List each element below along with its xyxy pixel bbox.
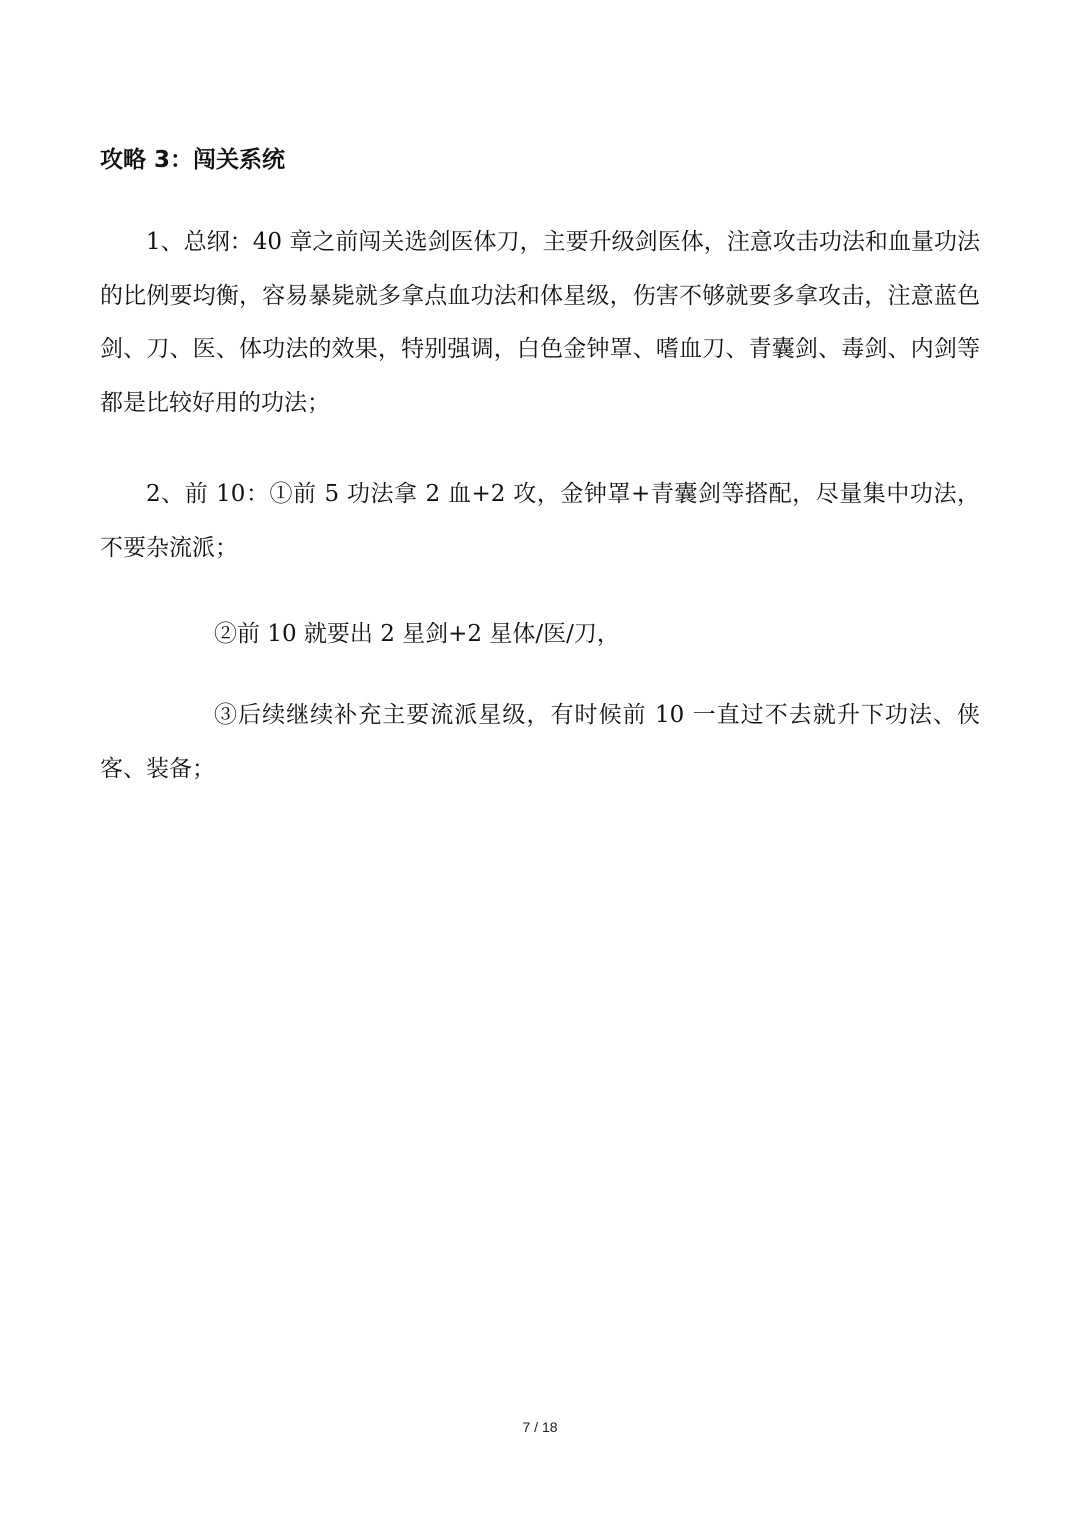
paragraph-general-outline: 1、总纲：40 章之前闯关选剑医体刀，主要升级剑医体，注意攻击功法和血量功法的比例要均衡，容易暴毙就多拿点血功法和体星级，伤害不够就要多拿攻击，注意蓝色剑、刀、医、体功法的效果，特别强调，白色金钟罩、嗜血刀、青囊剑、毒剑、内剑等都是比较好用的功法； <box>100 229 980 416</box>
page-number: 7 / 18 <box>522 1419 558 1435</box>
sub-item-follow-up: ③后续继续补充主要流派星级，有时候前 10 一直过不去就升下功法、侠客、装备； <box>100 702 980 782</box>
section-heading: 攻略 3：闯关系统 <box>100 147 286 173</box>
paragraph-first-ten: 2、前 10：①前 5 功法拿 2 血+2 攻，金钟罩+青囊剑等搭配，尽量集中功法，不要杂流派； <box>100 481 980 561</box>
sub-item-star-requirements: ②前 10 就要出 2 星剑+2 星体/医/刀， <box>214 621 620 647</box>
